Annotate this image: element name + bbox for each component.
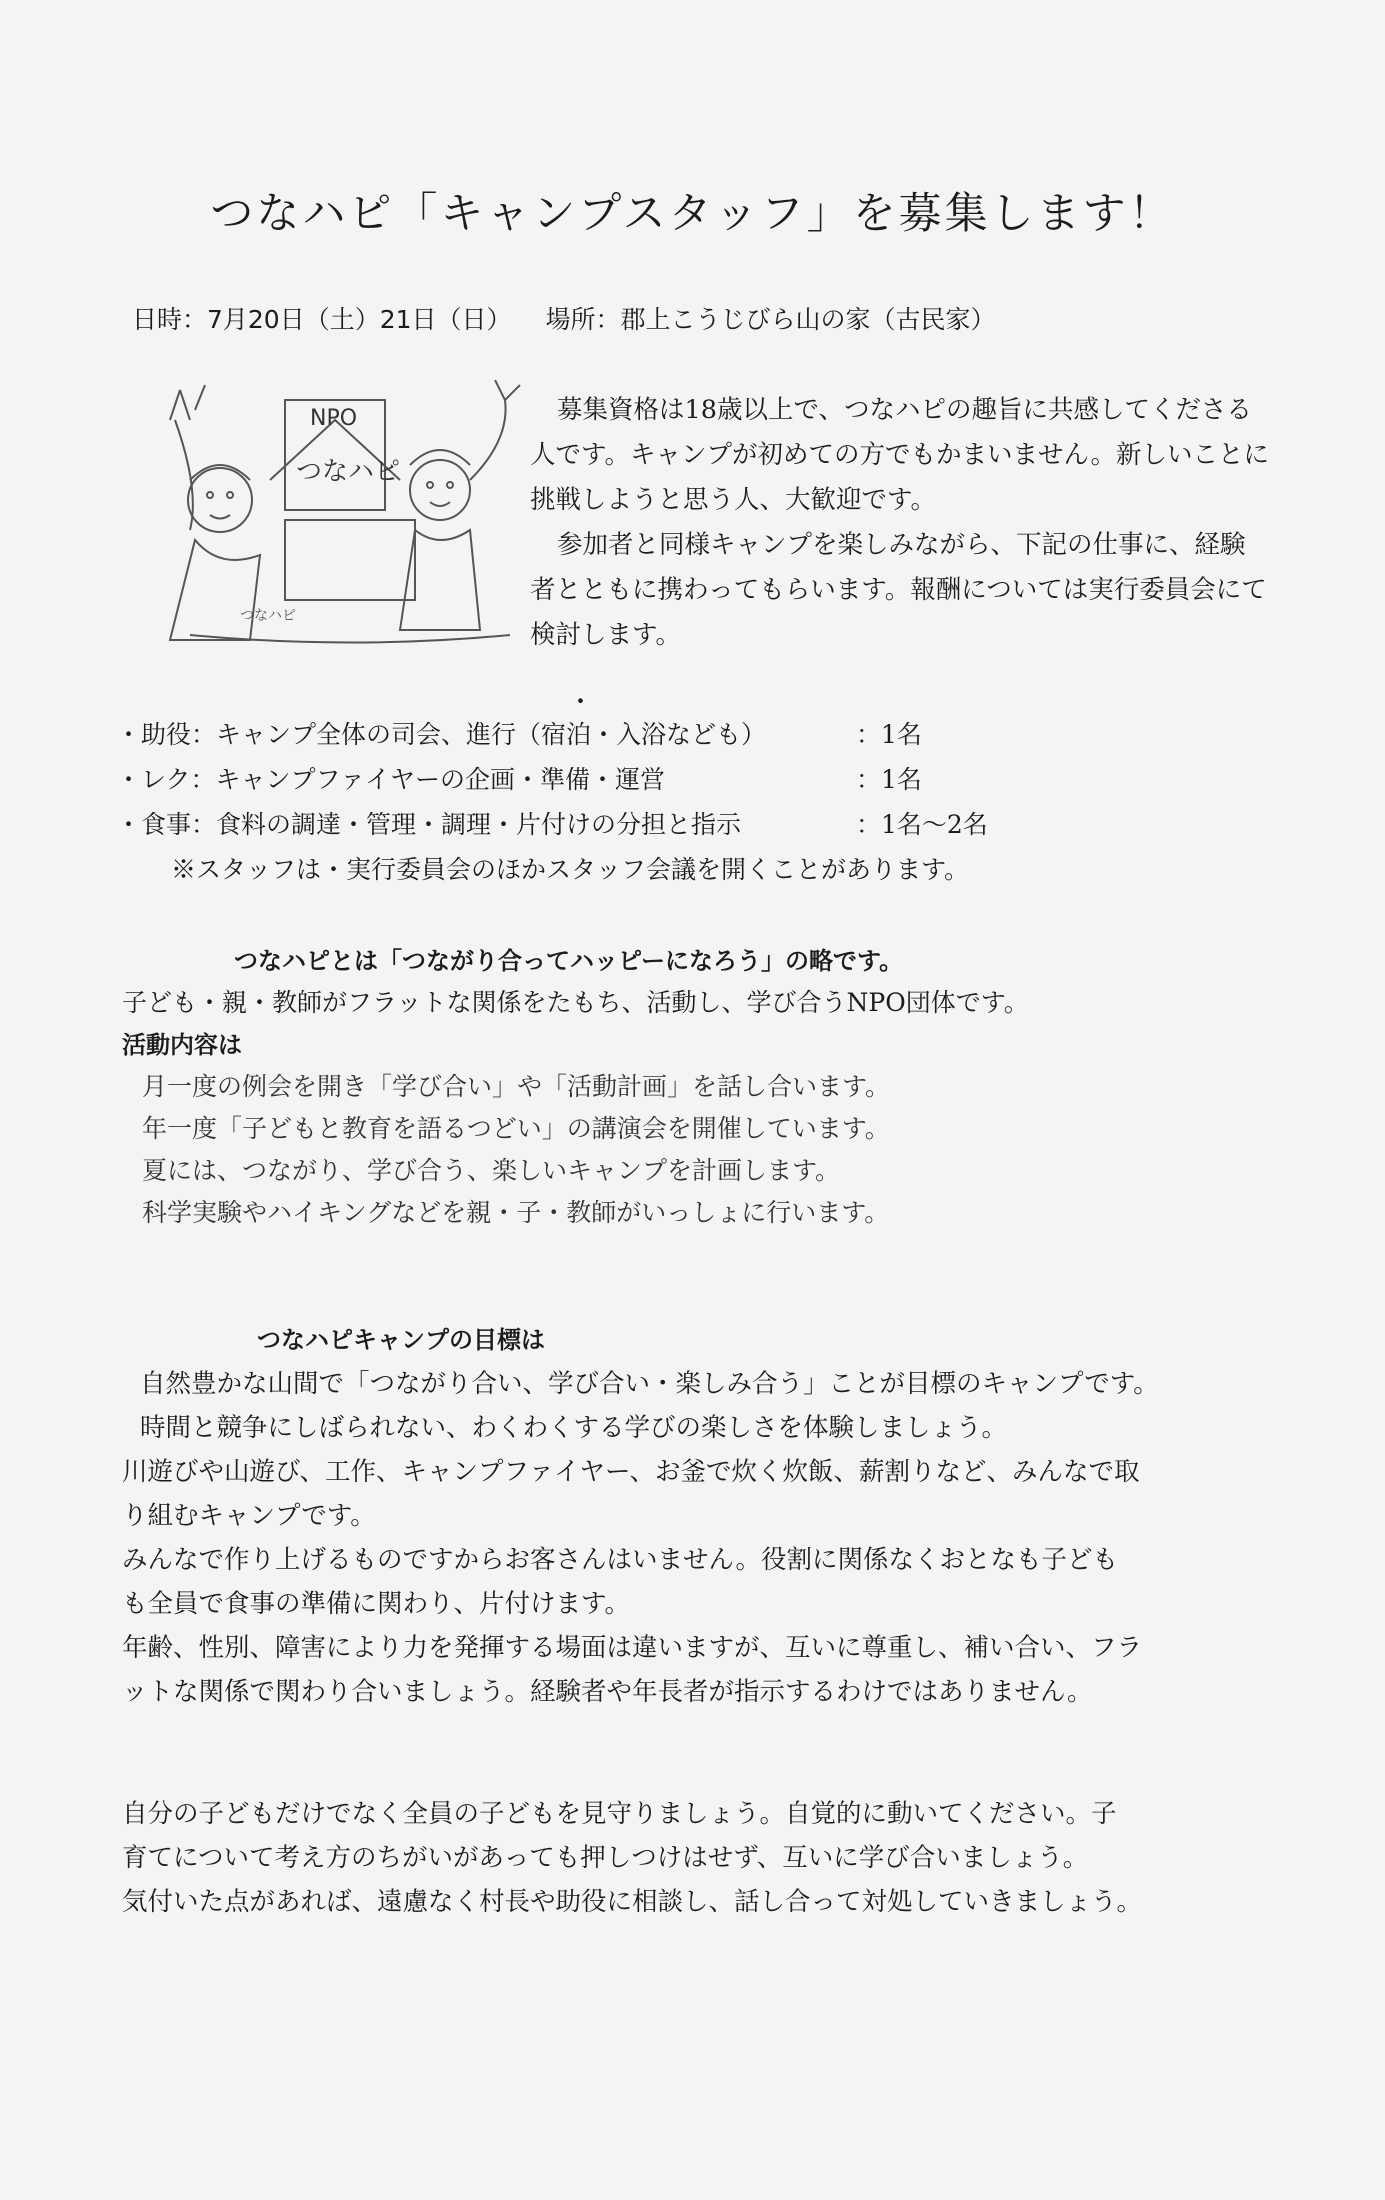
goal-line: みんなで作り上げるものですからお客さんはいません。役割に関係なくおとなも子ども [122,1545,1119,1575]
closing-section [122,1792,1142,1924]
activity-item: 月一度の例会を開き「学び合い」や「活動計画」を話し合います。 [142,1072,891,1101]
illustration-caption: つなハピ [240,608,296,624]
goal-line: 川遊びや山遊び、工作、キャンプファイヤー、お釜で炊く炊飯、薪割りなど、みんなで取 [122,1457,1140,1487]
event-place: 場所：郡上こうじびら山の家（古民家） [545,305,996,334]
role-count: ：1名～2名 [856,810,988,839]
event-date: 日時：7月20日（土）21日（日） [132,305,512,334]
event-meta [132,300,996,336]
goal-line: ットな関係で関わり合いましょう。経験者や年長者が指示するわけではありません。 [122,1677,1093,1707]
closing-line: 育てについて考え方のちがいがあっても押しつけはせず、互いに学び合いましょう。 [122,1843,1089,1873]
goals-section [122,1318,1159,1714]
right-body [400,530,480,630]
sign-main-text: つなハピ [296,457,401,487]
bottom-sign [285,520,415,600]
closing-line: 気付いた点があれば、遠慮なく村長や助役に相談し、話し合って対処していきましょう。 [122,1887,1143,1917]
goal-line: 自然豊かな山間で「つながり合い、学び合い・楽しみ合う」ことが目標のキャンプです。 [140,1369,1159,1399]
role-description: ・助役：キャンプ全体の司会、進行（宿泊・入浴なども） [116,720,767,749]
goal-line: 時間と競争にしばられない、わくわくする学びの楽しさを体験しましょう。 [140,1413,1008,1443]
activity-item: 科学実験やハイキングなどを親・子・教師がいっしょに行います。 [142,1198,890,1227]
activity-item: 年一度「子どもと教育を語るつどい」の講演会を開催しています。 [142,1114,890,1143]
activity-item: 夏には、つながり、学び合う、楽しいキャンプを計画します。 [142,1156,841,1185]
closing-line: 自分の子どもだけでなく全員の子どもを見守りましょう。自覚的に動いてください。子 [122,1799,1117,1829]
left-face [188,468,252,532]
role-count: ：1名 [856,720,922,749]
left-body [170,540,260,640]
goals-heading: つなハピキャンプの目標は [257,1326,545,1354]
goal-line: り組むキャンプです。 [122,1501,376,1531]
role-item [116,757,969,802]
role-item [116,802,988,847]
about-section [122,940,1029,1234]
mascot-illustration [150,380,540,670]
goal-line: 年齢、性別、障害により力を発揮する場面は違いますが、互いに尊重し、補い合い、フラ [122,1633,1143,1663]
roles-note: ※スタッフは・実行委員会のほかスタッフ会議を開くことがあります。 [171,855,970,884]
intro-paragraph: 参加者と同様キャンプを楽しみながら、下記の仕事に、経験者とともに携わってもらいます。報酬については実行委員会にて検討します。 [530,530,1267,650]
role-description: ・食事：食料の調達・管理・調理・片付けの分担と指示 [116,810,742,839]
right-arm-sketch [470,380,520,480]
about-description: 子ども・親・教師がフラットな関係をたもち、活動し、学び合うNPO団体です。 [122,988,1029,1017]
page-title: つなハピ「キャンプスタッフ」を募集します！ [210,189,1175,239]
left-hand-sketch [170,385,205,420]
stray-dot: ・ [568,687,594,716]
role-description: ・レク：キャンプファイヤーの企画・準備・運営 [116,765,666,794]
right-face [410,460,470,520]
role-item [116,712,969,757]
intro-text [530,388,1270,658]
sign-npo-text: NPO [310,406,358,431]
staff-roles [116,712,988,892]
role-count: ：1名 [856,765,922,794]
intro-paragraph: 募集資格は18歳以上で、つなハピの趣旨に共感してくださる人です。キャンプが初めての方でもかまいません。新しいことに挑戦しようと思う人、大歓迎です。 [530,395,1269,515]
activities-heading: 活動内容は [122,1031,242,1059]
about-heading: つなハピとは「つながり合ってハッピーになろう」の略です。 [234,947,904,975]
goal-line: も全員で食事の準備に関わり、片付けます。 [122,1589,630,1619]
